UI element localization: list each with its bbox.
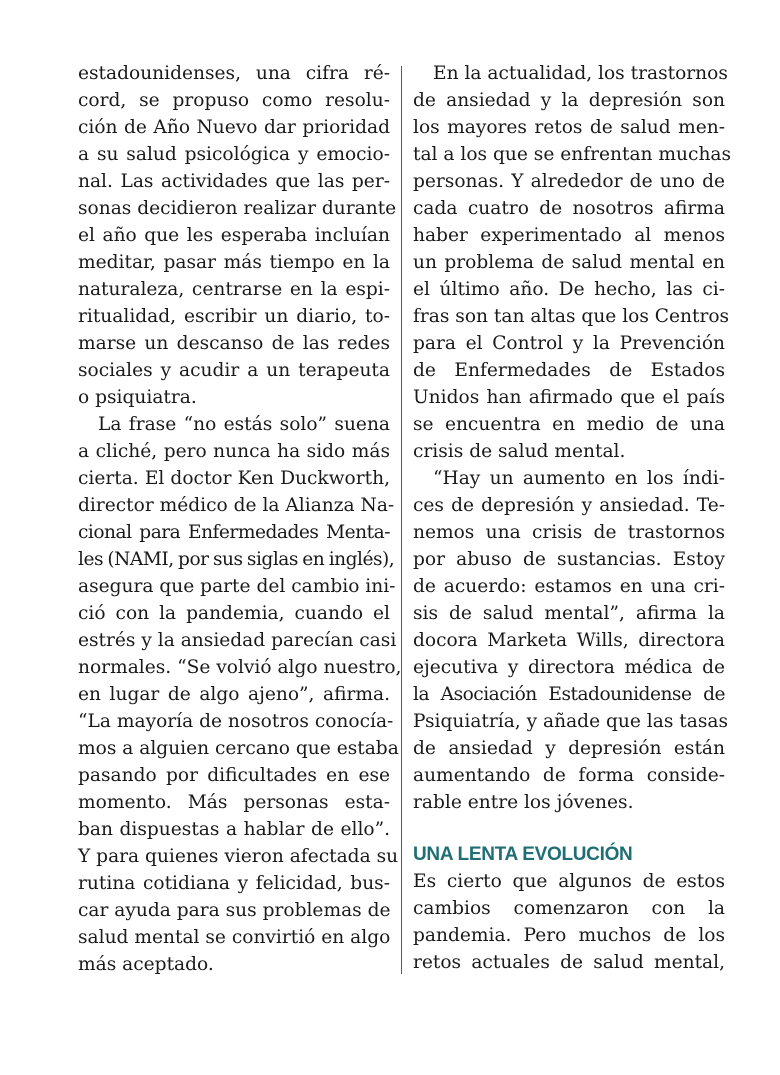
body-line: mos a alguien cercano que estaba (78, 738, 399, 759)
body-line: retos actuales de salud mental, (413, 952, 725, 973)
body-line: pasando por dificultades en ese (78, 765, 390, 786)
body-line: les (NAMI, por sus siglas en inglés), (78, 549, 395, 570)
body-line: sociales y acudir a un terapeuta (78, 360, 390, 381)
body-line: naturaleza, centrarse en la espi- (78, 279, 390, 300)
body-line: se encuentra en medio de una (413, 414, 725, 435)
body-line: La frase “no estás solo” suena (98, 414, 390, 435)
column-divider (401, 66, 402, 974)
body-line: sis de salud mental”, afirma la (413, 603, 725, 624)
body-line: cional para Enfermedades Menta- (78, 522, 390, 543)
body-line: tal a los que se enfrentan muchas (413, 144, 732, 165)
body-line: de ansiedad y la depresión son (413, 90, 725, 111)
body-line: cord, se propuso como resolu- (78, 90, 390, 111)
body-line: fras son tan altas que los Centros (413, 306, 730, 327)
body-line: rutina cotidiana y felicidad, bus- (78, 873, 390, 894)
body-line: aumentando de forma conside- (413, 765, 725, 786)
right-column (413, 60, 732, 976)
body-line: crisis de salud mental. (413, 441, 626, 462)
body-line: nemos una crisis de trastornos (413, 522, 725, 543)
body-line: más aceptado. (78, 954, 214, 975)
body-line: la Asociación Estadounidense de (413, 684, 725, 705)
body-line: para el Control y la Prevención (413, 333, 725, 354)
body-line: ban dispuestas a hablar de ello”. (78, 819, 390, 840)
body-line: sonas decidieron realizar durante (78, 198, 397, 219)
body-line: normales. “Se volvió algo nuestro, (78, 657, 402, 678)
body-line: momento. Más personas esta- (78, 792, 390, 813)
body-line: de ansiedad y depresión están (413, 738, 725, 759)
body-line: a cliché, pero nunca ha sido más (78, 441, 390, 462)
left-column (78, 60, 402, 978)
body-line: Es cierto que algunos de estos (413, 871, 725, 892)
body-line: “La mayoría de nosotros conocía- (78, 711, 394, 732)
body-line: cierta. El doctor Ken Duckworth, (78, 468, 390, 489)
body-line: asegura que parte del cambio ini- (78, 576, 396, 597)
body-line: car ayuda para sus problemas de (78, 900, 391, 921)
body-line: ces de depresión y ansiedad. Te- (413, 495, 725, 516)
body-line: Unidos han afirmado que el país (413, 387, 725, 408)
body-line: Psiquiatría, y añade que las tasas (413, 711, 729, 732)
body-line: cambios comenzaron con la (413, 898, 725, 919)
body-line: director médico de la Alianza Na- (78, 495, 395, 516)
body-line: haber experimentado al menos (413, 225, 725, 246)
body-line: nal. Las actividades que las per- (78, 171, 390, 192)
body-line: cada cuatro de nosotros afirma (413, 198, 725, 219)
body-line: “Hay un aumento en los índi- (433, 468, 725, 489)
body-line: docora Marketa Wills, directora (413, 630, 725, 651)
body-line: personas. Y alrededor de uno de (413, 171, 725, 192)
body-line: a su salud psicológica y emocio- (78, 144, 390, 165)
body-line: ritualidad, escribir un diario, to- (78, 306, 390, 327)
body-line: de Enfermedades de Estados (413, 360, 725, 381)
body-line: estrés y la ansiedad parecían casi (78, 630, 397, 651)
body-line: ció con la pandemia, cuando el (78, 603, 390, 624)
body-line: un problema de salud mental en (413, 252, 725, 273)
body-line: meditar, pasar más tiempo en la (78, 252, 390, 273)
body-line: el último año. De hecho, las ci- (413, 279, 725, 300)
body-line: en lugar de algo ajeno”, afirma. (78, 684, 390, 705)
body-line: Y para quienes vieron afectada su (78, 846, 399, 867)
body-line: En la actualidad, los trastornos (433, 63, 728, 84)
body-line: de acuerdo: estamos en una cri- (413, 576, 725, 597)
section-spacer (413, 816, 725, 841)
body-line: o psiquiatra. (78, 387, 197, 408)
body-line: rable entre los jóvenes. (413, 792, 634, 813)
body-line: marse un descanso de las redes (78, 333, 390, 354)
section-heading: UNA LENTA EVOLUCIÓN (413, 844, 633, 865)
body-line: por abuso de sustancias. Estoy (413, 549, 725, 570)
body-line: salud mental se convirtió en algo (78, 927, 391, 948)
body-line: estadounidenses, una cifra ré- (78, 63, 390, 84)
body-line: ción de Año Nuevo dar prioridad (78, 117, 390, 138)
body-line: los mayores retos de salud men- (413, 117, 725, 138)
body-line: pandemia. Pero muchos de los (413, 925, 725, 946)
body-line: el año que les esperaba incluían (78, 225, 390, 246)
body-line: ejecutiva y directora médica de (413, 657, 725, 678)
